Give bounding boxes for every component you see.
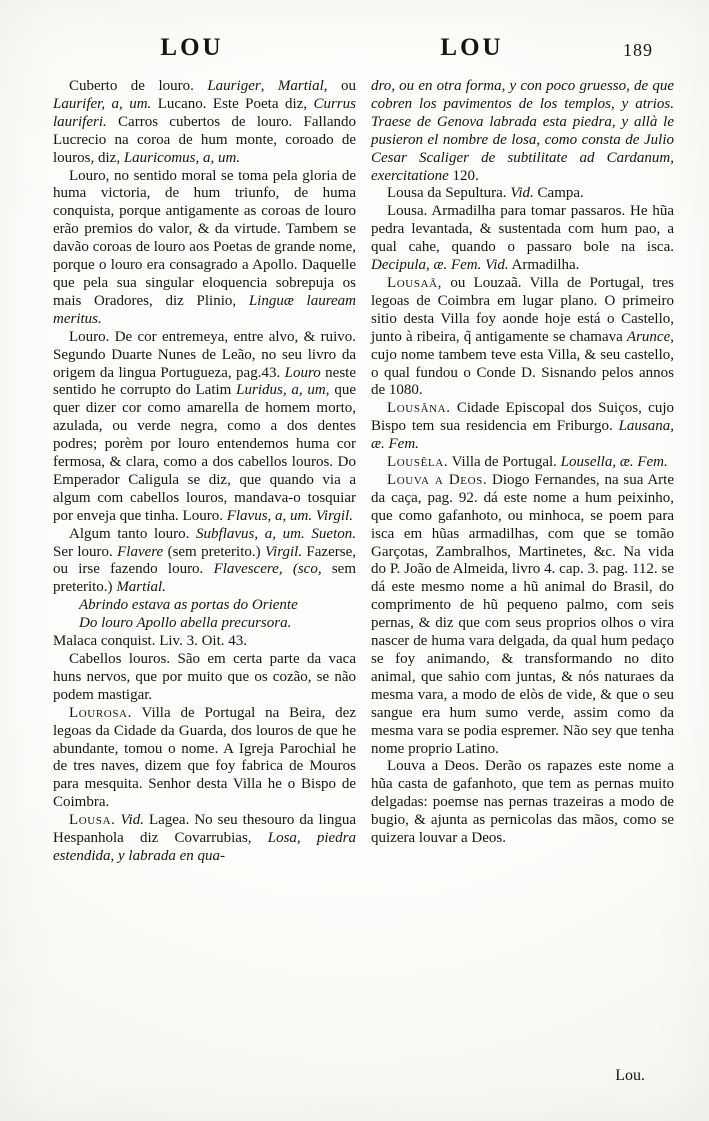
text-segment: dro, ou en otra forma, y con poco gruesso, de que cobren los pavimentos de los templos, y atrios. Traese de Genova labrada esta piedra, y allà le pusieron el nombre de losa, como consta de Julio Cesar Scaliger de subtilitate ad Cardanum, exercitatione xyxy=(371,78,674,184)
text-segment: Laurifer, a, um. xyxy=(53,95,152,112)
paragraph xyxy=(53,329,356,526)
text-segment: Virgil. xyxy=(264,543,303,560)
text-segment: Abrindo estava as portas do Oriente xyxy=(79,597,298,614)
paragraph xyxy=(371,472,674,759)
text-segment: Armadilha. xyxy=(508,257,580,274)
text-segment: Villa de Portugal. xyxy=(448,454,561,471)
text-segment: Vid. xyxy=(120,812,144,829)
text-segment: Lagea. No seu thesouro da lingua Hespanhola diz Covarrubias, xyxy=(53,812,357,847)
text-segment: Malaca conquist. Liv. 3. Oit. 43. xyxy=(53,633,247,650)
paragraph xyxy=(53,597,356,615)
text-segment: Algum tanto louro. xyxy=(69,525,197,542)
entry-headword: Lourosa. xyxy=(69,704,132,721)
text-columns xyxy=(53,78,674,866)
paragraph xyxy=(53,705,356,812)
entry-headword: Louva a Deos. xyxy=(387,471,488,488)
text-segment: Arunce xyxy=(626,328,671,345)
text-segment: neste sentido he corrupto do Latim xyxy=(53,364,356,399)
entry-headword: Lousa. xyxy=(69,812,116,829)
text-segment: Louro, no sentido moral se toma pela gloria de huma victoria, de hum triunfo, de huma conquista, porque antigamente as coroas de louro erão premios do valor, & da virtude. Tambem se davão coroas de louro aos Poetas de grande nome, porque o louro era consagrado a Apollo. Daquelle que pela sua singular eloquencia sobrepuja os mais Oradores, diz Plinio, xyxy=(53,167,356,309)
text-segment: Vid. xyxy=(510,185,534,202)
text-segment: Martial xyxy=(277,78,324,94)
text-segment: Carros cubertos de louro. Fallando Lucrecio na coroa de hum monte, coroado de louros, diz, xyxy=(53,113,356,166)
page-header xyxy=(0,34,709,66)
text-segment: Currus lauriferi. xyxy=(53,95,356,130)
paragraph xyxy=(371,758,674,848)
text-segment: Cuberto de louro. xyxy=(69,78,208,94)
text-segment: 120. xyxy=(452,167,479,184)
text-segment: Lucano. Este Poeta diz, xyxy=(151,95,314,112)
paragraph xyxy=(53,633,356,651)
text-segment: Louva a Deos. Derão os rapazes este nome a hũa casta de gafanhoto, que tem as pernas muito delgadas: poemse nas pernas trazeiras a modo de bugio, & ajunta as pernicolas das mãos, como se quizera louvar a Deos. xyxy=(371,758,674,847)
paragraph xyxy=(53,168,356,329)
text-segment: Lousella, æ. Fem. xyxy=(560,454,668,471)
paragraph xyxy=(53,78,356,168)
text-segment: , que quer dizer cor como amarella de homem morto, azulada, ou verde negra, como a dos dentes podres; porèm por louro entendemos huma cor fermosa, & clara, como a dos cabellos louros. Do Emperador Caligula se diz, que quando via a algum com cabellos louros, mandava-o tosquiar por enveja que tinha. Louro. xyxy=(53,382,356,524)
running-title-left: LOU xyxy=(160,34,224,61)
text-segment: , xyxy=(260,78,278,94)
left-text-column xyxy=(53,78,356,866)
text-segment: Lousa. Armadilha para tomar passaros. He hũa pedra levantada, & sustentada com hum pao, a qual cahe, quando o passaro bole na isca. xyxy=(371,203,674,256)
text-segment: Losa, piedra estendida, y labrada en qua- xyxy=(53,830,357,864)
text-segment: Campa. xyxy=(533,185,584,202)
text-segment: Ser louro. xyxy=(53,543,118,560)
text-segment: , cujo nome tambem teve esta Villa, & seu castello, o qual fundou o Conde D. Sisnando pelos annos de 1080. xyxy=(371,328,674,399)
text-segment: Lauricomus, a, um. xyxy=(123,149,241,166)
right-text-column xyxy=(371,78,674,866)
text-segment: Villa de Portugal na Beira, dez legoas da Cidade da Guarda, dos louros de que he abundante, tomou o nome. A Igreja Parochial he de tres naves, dizem que foy fabrica de Mouros para mesquita. Senhor desta Villa he o Bispo de Coimbra. xyxy=(53,704,356,811)
page-number: 189 xyxy=(623,40,653,60)
text-segment: Flavescere, (sco xyxy=(213,561,318,578)
text-segment: Fazerse, ou irse fazendo louro. xyxy=(53,543,356,578)
text-segment: Lauriger xyxy=(207,78,261,94)
paragraph xyxy=(371,454,674,472)
text-segment: Lausana, æ. Fem. xyxy=(371,418,674,453)
text-segment: , sem preterito.) xyxy=(53,561,356,596)
running-title-right: LOU xyxy=(440,34,504,61)
entry-headword: Lousaã, xyxy=(387,274,443,291)
text-segment: Louro xyxy=(284,364,321,381)
paragraph xyxy=(53,651,356,705)
text-segment: Cidade Episcopal dos Suiços, cujo Bispo tem sua residencia em Friburgo. xyxy=(371,400,674,435)
entry-headword: Lousêla. xyxy=(387,454,449,471)
text-segment: Lousa da Sepultura. xyxy=(387,185,511,202)
paragraph xyxy=(53,812,356,866)
paragraph xyxy=(371,275,674,400)
paragraph xyxy=(371,185,674,203)
text-segment: (sem preterito.) xyxy=(163,543,265,560)
paragraph xyxy=(371,203,674,275)
entry-headword: Lousâna. xyxy=(387,400,451,417)
paragraph xyxy=(371,78,674,185)
paragraph xyxy=(371,400,674,454)
text-segment: Subflavus, a, um. Sueton. xyxy=(196,525,356,542)
text-segment: Do louro Apollo abella precursora. xyxy=(79,615,292,632)
text-segment: Martial. xyxy=(116,579,166,596)
paragraph xyxy=(53,615,356,633)
text-segment: Luridus, a, um xyxy=(236,382,326,399)
text-segment: Louro. De cor entremeya, entre alvo, & ruivo. Segundo Duarte Nunes de Leão, no seu livro da origem da lingua Portugueza, pag.43. xyxy=(53,328,356,381)
text-segment: Diogo Fernandes, na sua Arte da caça, pag. 92. dá este nome a hum peixinho, que como gafanhoto, ou minhoca, se poem para isca em hũas armadilhas, com que se tomão Garçotas, Zambralhos, Martinetes, &c. Na vida do P. João de Almeida, livro 4. cap. 3. pag. 112. se dá este mesmo nome a hũ animal do Brasil, do comprimento de hũ pequeno palmo, com seis pernas, & diz que com seus proprios olhos o vira nascer de huma vara delgada, da qual hum pedaço se foy animando, & transformando no dito animal, que sahio com juntas, & nós naturaes da mesma vara, a modo de elòs de vide, & que o seu sangue era hum sumo verde, assim como da mesma vara se podia espremer. Não sey que tenha nome proprio Latino. xyxy=(371,471,674,757)
paragraph xyxy=(53,526,356,598)
text-segment: Decipula, æ. Fem. Vid. xyxy=(371,257,509,274)
text-segment: ou Louzaã. Villa de Portugal, tres legoas de Coimbra em lugar plano. O primeiro sitio desta Villa foy aonde hoje está o Castello, junto à ribeira, q̃ antigamente se chamava xyxy=(371,274,674,345)
text-segment: Linguæ lauream meritus. xyxy=(53,292,356,327)
text-segment: Cabellos louros. São em certa parte da vaca huns nervos, que por muito que os cozão, se não podem mastigar. xyxy=(53,651,356,703)
text-segment: , ou xyxy=(323,78,356,94)
catchword: Lou. xyxy=(615,1067,645,1084)
text-segment: Flavere xyxy=(117,543,164,560)
text-segment: Flavus, a, um. Virgil. xyxy=(226,507,353,524)
